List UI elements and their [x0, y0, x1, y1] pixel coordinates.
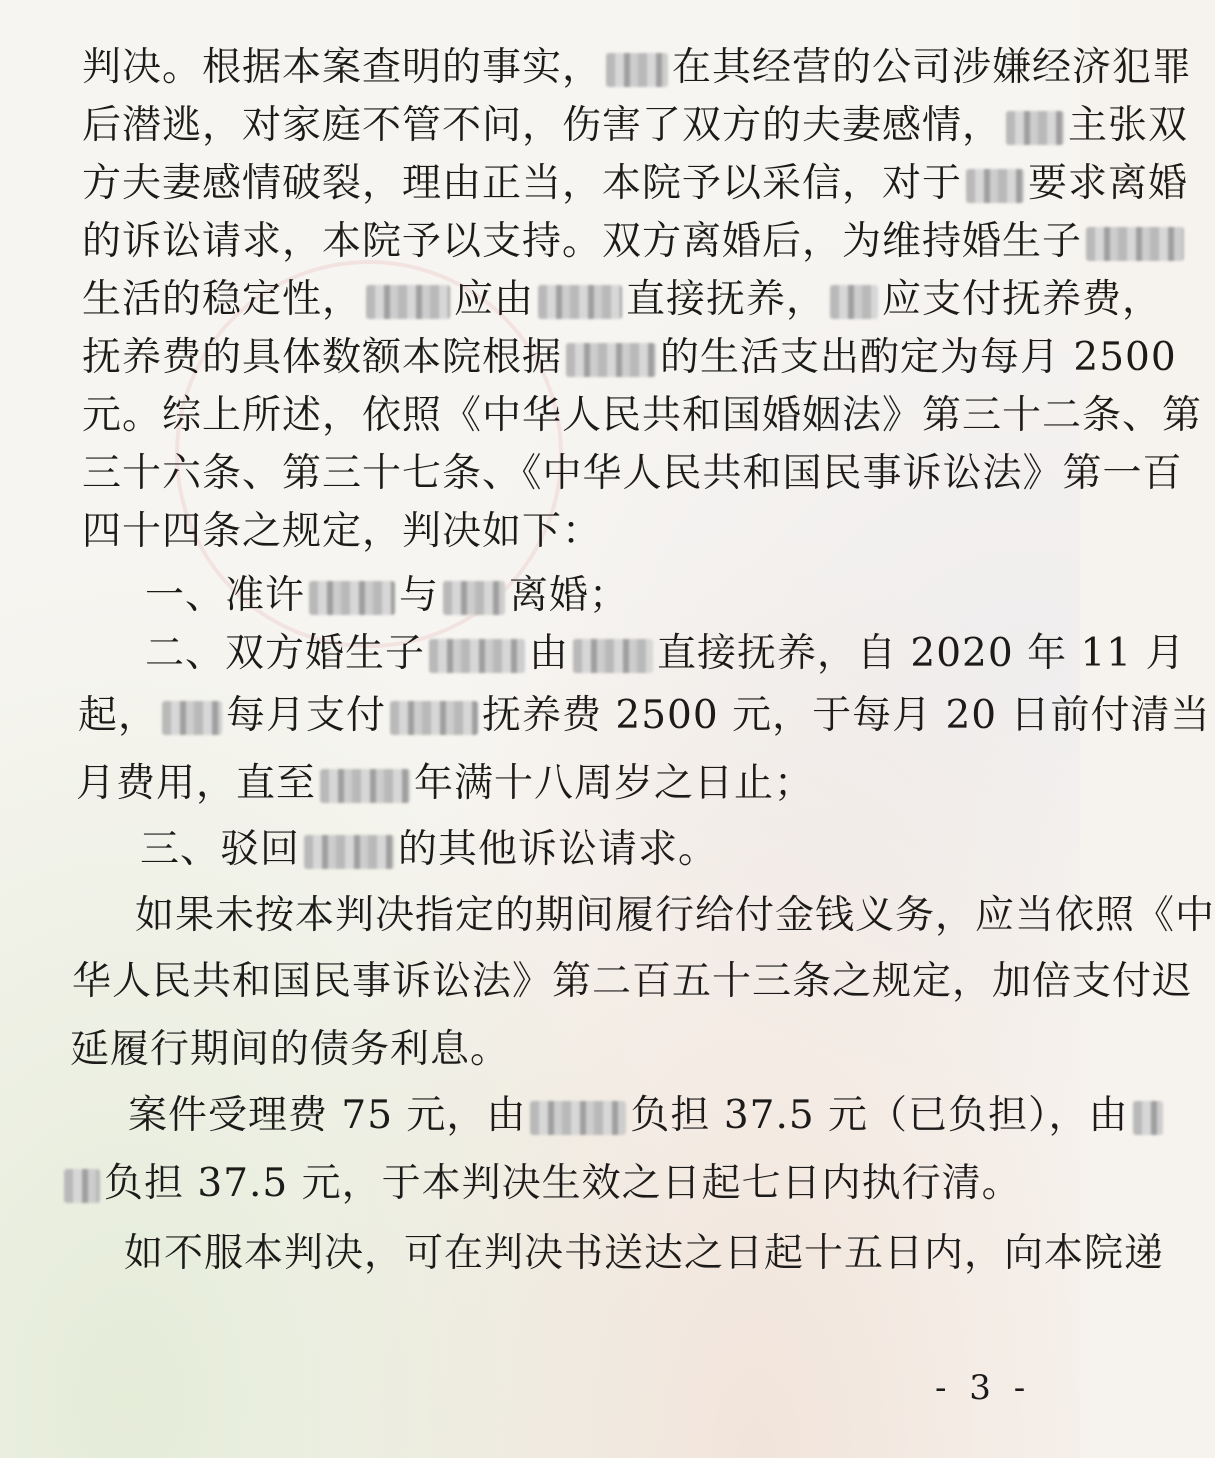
line-14-part-a: 三、驳回	[140, 827, 301, 872]
text-line-11	[145, 630, 1186, 678]
page-number: - 3 -	[935, 1368, 1032, 1408]
redacted-name	[1133, 1101, 1163, 1135]
line-5-part-d: 应支付抚养费，	[882, 277, 1163, 322]
line-11-part-c: 直接抚养，自 2020 年 11 月	[657, 631, 1186, 676]
text-line-16	[72, 958, 1192, 1006]
text-line-7	[82, 392, 1202, 440]
line-6-part-b: 的生活支出酌定为每月 2500	[660, 335, 1177, 380]
line-12-part-b: 每月支付	[226, 693, 387, 738]
text-line-15	[135, 892, 1215, 940]
line-19-part-a: 负担 37.5 元，于本判决生效之日起七日内执行清。	[104, 1161, 1022, 1206]
text-line-4	[82, 218, 1188, 266]
redacted-name	[573, 639, 653, 673]
text-line-9	[82, 508, 602, 556]
redacted-name	[320, 769, 410, 803]
text-line-20	[124, 1230, 1164, 1278]
redacted-name	[966, 169, 1024, 203]
redacted-name	[162, 701, 222, 735]
redacted-name	[1006, 111, 1064, 145]
line-18-part-b: 负担 37.5 元（已负担），由	[630, 1093, 1129, 1138]
redacted-name	[606, 53, 668, 87]
redacted-name	[443, 581, 505, 615]
text-line-8	[82, 450, 1183, 498]
line-4-part-a: 的诉讼请求，本院予以支持。双方离婚后，为维持婚生子	[82, 219, 1083, 264]
text-line-3	[82, 160, 1188, 208]
line-20-part-a: 如不服本判决，可在判决书送达之日起十五日内，向本院递	[124, 1231, 1165, 1276]
text-line-2	[82, 102, 1188, 150]
text-line-10	[145, 572, 629, 620]
line-12-part-c: 抚养费 2500 元，于每月 20 日前付清当	[482, 693, 1211, 738]
line-6-part-a: 抚养费的具体数额本院根据	[82, 335, 563, 380]
text-line-17	[70, 1026, 510, 1074]
text-line-14	[140, 826, 718, 874]
line-11-part-a: 二、双方婚生子	[145, 631, 426, 676]
line-15-part-a: 如果未按本判决指定的期间履行给付金钱义务，应当依照《中	[135, 893, 1215, 938]
text-line-1	[82, 44, 1192, 92]
redacted-name	[429, 639, 525, 673]
line-1-part-b: 在其经营的公司涉嫌经济犯罪	[672, 45, 1193, 90]
line-13-part-b: 年满十八周岁之日止；	[414, 761, 815, 806]
line-12-part-a: 起，	[78, 693, 159, 738]
text-line-5	[82, 276, 1162, 324]
line-8-part-a: 三十六条、第三十七条、《中华人民共和国民事诉讼法》第一百	[82, 451, 1183, 496]
text-line-18	[128, 1092, 1167, 1140]
redacted-name	[538, 285, 622, 319]
redacted-name	[1086, 227, 1184, 261]
redacted-name	[830, 285, 878, 319]
line-18-part-a: 案件受理费 75 元，由	[128, 1093, 527, 1138]
line-16-part-a: 华人民共和国民事诉讼法》第二百五十三条之规定，加倍支付迟	[72, 959, 1193, 1004]
line-17-part-a: 延履行期间的债务利息。	[70, 1027, 511, 1072]
text-line-19	[60, 1160, 1022, 1208]
line-5-part-a: 生活的稳定性，	[82, 277, 363, 322]
line-10-part-b: 与	[399, 573, 440, 618]
line-2-part-b: 主张双	[1068, 103, 1189, 148]
redacted-name	[64, 1169, 100, 1203]
text-line-12	[78, 692, 1211, 740]
line-5-part-c: 直接抚养，	[626, 277, 827, 322]
redacted-name	[366, 285, 450, 319]
redacted-name	[530, 1101, 626, 1135]
line-13-part-a: 月费用，直至	[76, 761, 317, 806]
text-line-6	[82, 334, 1177, 382]
line-10-part-a: 一、准许	[145, 573, 306, 618]
line-7-part-a: 元。综上所述，依照《中华人民共和国婚姻法》第三十二条、第	[82, 393, 1203, 438]
line-11-part-b: 由	[529, 631, 570, 676]
redacted-name	[309, 581, 395, 615]
redacted-name	[566, 343, 656, 377]
line-10-part-c: 离婚；	[509, 573, 630, 618]
line-3-part-b: 要求离婚	[1028, 161, 1189, 206]
line-14-part-b: 的其他诉讼请求。	[398, 827, 719, 872]
line-1-part-a: 判决。根据本案查明的事实，	[82, 45, 603, 90]
redacted-name	[304, 835, 394, 869]
text-line-13	[76, 760, 814, 808]
line-2-part-a: 后潜逃，对家庭不管不问，伤害了双方的夫妻感情，	[82, 103, 1003, 148]
line-5-part-b: 应由	[454, 277, 535, 322]
redacted-name	[390, 701, 478, 735]
line-3-part-a: 方夫妻感情破裂，理由正当，本院予以采信，对于	[82, 161, 963, 206]
line-9-part-a: 四十四条之规定，判决如下：	[82, 509, 603, 554]
